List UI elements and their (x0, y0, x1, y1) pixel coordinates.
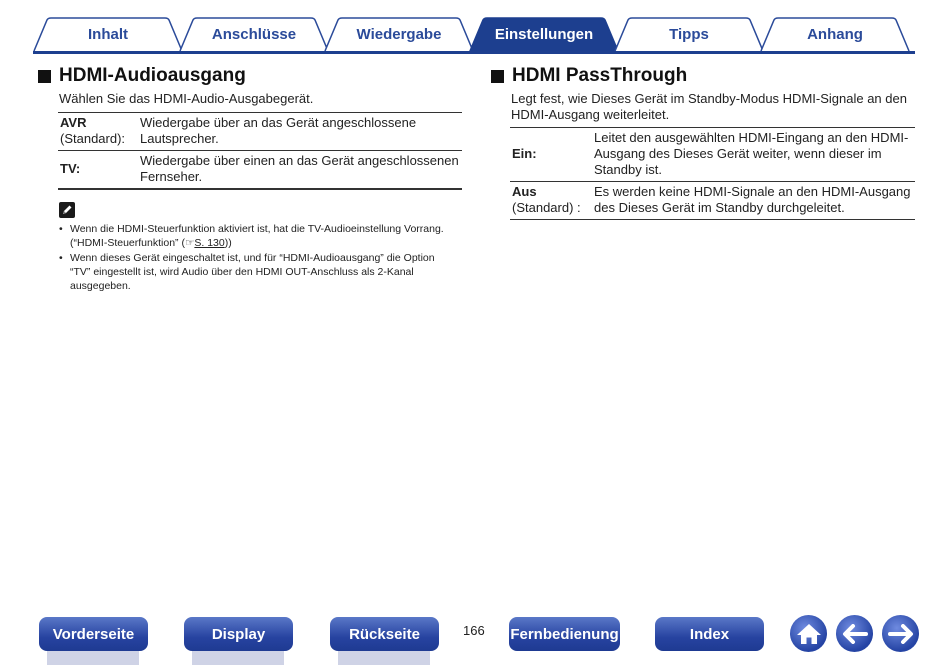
note-item (59, 222, 454, 250)
tab-anschluesse[interactable] (179, 17, 329, 51)
top-tab-bar (0, 0, 950, 56)
option-row-aus (510, 182, 915, 220)
option-description: Wiedergabe über an das Gerät angeschlossene Lautsprecher. (140, 115, 417, 146)
section-intro: Wählen Sie das HDMI-Audio-Ausgabegerät. (59, 91, 314, 106)
tab-underline (33, 51, 915, 54)
button-shadow (47, 651, 139, 665)
nav-button-fernbedienung[interactable]: Fernbedienung (509, 617, 620, 651)
section-marker-icon (38, 70, 51, 83)
option-term: AVR (60, 115, 87, 130)
home-button[interactable] (790, 615, 827, 652)
option-term: TV: (60, 161, 81, 176)
option-row-ein (510, 128, 915, 182)
nav-button-index[interactable]: Index (655, 617, 764, 651)
note-text: Wenn dieses Gerät eingeschaltet ist, und für “HDMI-Audioausgang” die Option “TV” eingestellt ist, wird Audio über den HDMI OUT-Anschluss als 2-Kanal ausgegeben. (70, 252, 435, 292)
option-term: Ein: (512, 146, 537, 161)
home-icon (796, 622, 822, 646)
option-description: Es werden keine HDMI-Signale an den HDMI-Ausgang des Dieses Gerät im Standby durchgeleitet. (594, 184, 911, 215)
note-text: Wenn die HDMI-Steuerfunktion aktiviert ist, hat die TV-Audioeinstellung Vorrang. (“HDMI-Steuerfunktion” ( (70, 223, 444, 249)
option-table-audio (58, 112, 462, 190)
tab-label: Wiedergabe (356, 25, 442, 43)
note-item (59, 251, 454, 293)
option-row-avr (58, 113, 462, 151)
forward-arrow-icon (888, 624, 914, 644)
button-shadow (338, 651, 430, 665)
tab-label: Tipps (669, 25, 709, 43)
nav-button-display[interactable]: Display (184, 617, 293, 651)
back-button[interactable] (836, 615, 873, 652)
nav-button-rueckseite[interactable]: Rückseite (330, 617, 439, 651)
section-title-text: HDMI-Audioausgang (59, 65, 246, 86)
notes-list (59, 222, 454, 294)
hand-pointer-icon: ☞ (184, 237, 195, 249)
tab-label: Anschlüsse (211, 25, 297, 43)
tab-inhalt[interactable] (33, 17, 183, 51)
button-shadow (192, 651, 284, 665)
tab-einstellungen[interactable] (469, 17, 619, 51)
section-marker-icon (491, 70, 504, 83)
option-term-cell (58, 113, 138, 151)
tab-tipps[interactable] (614, 17, 764, 51)
section-intro: Legt fest, wie Dieses Gerät im Standby-Modus HDMI-Signale an den HDMI-Ausgang weiterleitet. (511, 91, 907, 122)
option-term-sub: (Standard) : (512, 200, 581, 215)
tab-label: Anhang (807, 25, 863, 43)
option-term-cell (510, 182, 592, 220)
tab-label: Inhalt (88, 25, 128, 43)
option-term: Aus (512, 184, 537, 199)
option-term-sub: (Standard): (60, 131, 126, 146)
option-term-cell (510, 128, 592, 182)
back-arrow-icon (842, 624, 868, 644)
option-description: Leitet den ausgewählten HDMI-Eingang an den HDMI-Ausgang des Dieses Gerät weiter, wenn dieser im Standby ist. (594, 130, 909, 177)
forward-button[interactable] (882, 615, 919, 652)
section-title-hdmi-audioausgang (38, 65, 246, 87)
page-number: 166 (463, 623, 485, 638)
section-title-text: HDMI PassThrough (512, 65, 688, 86)
option-row-tv (58, 151, 462, 190)
option-term-cell (58, 151, 138, 190)
note-pencil-icon (59, 202, 75, 218)
tab-label: Einstellungen (494, 25, 594, 43)
tab-wiedergabe[interactable] (324, 17, 474, 51)
note-text-end: )) (224, 237, 232, 249)
option-table-passthrough (510, 127, 915, 220)
tab-anhang[interactable] (760, 17, 910, 51)
nav-button-vorderseite[interactable]: Vorderseite (39, 617, 148, 651)
section-title-hdmi-passthrough (491, 65, 687, 87)
page-reference-link[interactable]: S. 130 (194, 237, 225, 249)
option-description: Wiedergabe über einen an das Gerät angeschlossenen Fernseher. (140, 153, 459, 184)
